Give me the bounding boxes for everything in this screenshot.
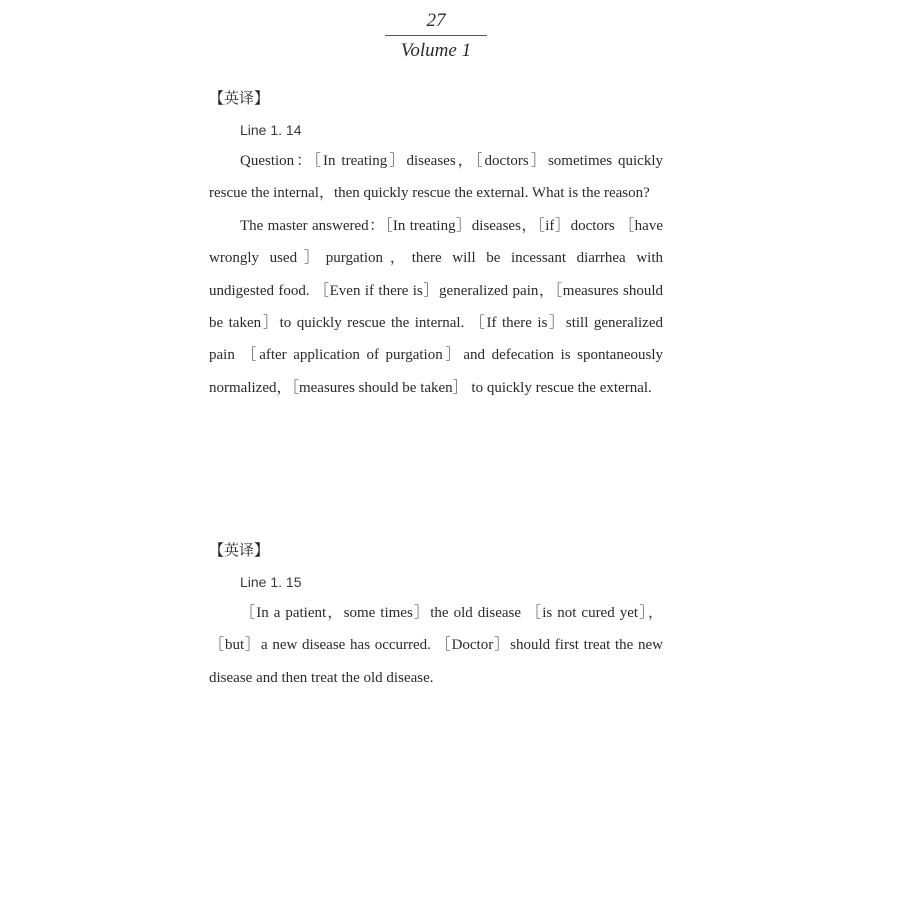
line-reference: Line 1. 15 — [240, 574, 302, 590]
question-paragraph: Question：［In treating］diseases，［doctors］sometimes quickly rescue the internal，then quickly rescue the external. What is the reason? — [209, 153, 663, 202]
translation-paragraph: ［In a patient，some times］the old disease ［is not cured yet］，［but］a new disease has occurred. ［Doctor］should first treat the new disease and then treat the old disease. — [209, 605, 663, 686]
section-label: 【英译】 — [209, 541, 270, 559]
answer-paragraph: The master answered：［In treating］diseases，［if］doctors ［have wrongly used］purgation，there will be incessant diarrhea with undigested food. ［Even if there is］generalized pain，［measures should be taken］to quickly rescue the internal. ［If there is］still generalized pain ［after application of purgation］and defecation is spontaneously normalized，［measures should be taken］ to quickly rescue the external. — [209, 217, 663, 396]
translation-section-1-15 — [209, 539, 663, 694]
page-header — [385, 8, 487, 64]
translation-section-1-14 — [209, 87, 663, 404]
header-divider — [385, 35, 487, 36]
volume-title: Volume 1 — [400, 40, 472, 61]
page-number: 27 — [426, 10, 446, 31]
line-reference: Line 1. 14 — [240, 122, 302, 138]
section-label: 【英译】 — [209, 89, 270, 107]
